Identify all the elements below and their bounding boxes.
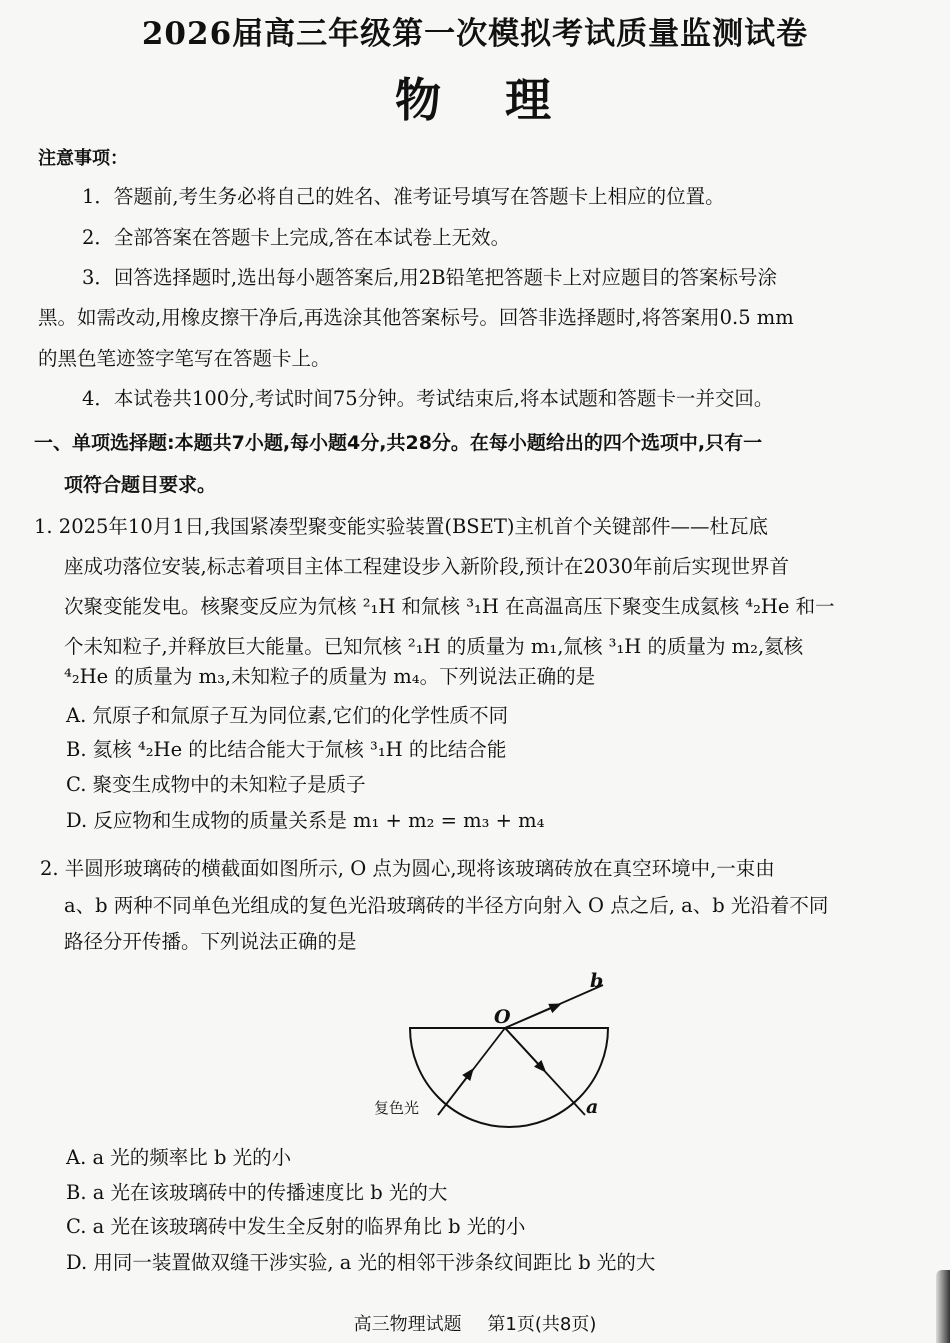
question-2-option-d: D. 用同一装置做双缝干涉实验, a 光的相邻干涉条纹间距比 b 光的大 (66, 1251, 656, 1274)
label-a: a (586, 1096, 599, 1118)
section-heading: 一、单项选择题:本题共7小题,每小题4分,共28分。在每小题给出的四个选项中,只有一 (34, 432, 763, 454)
question-1-option-b: B. 氦核 ⁴₂He 的比结合能大于氚核 ³₁H 的比结合能 (66, 738, 507, 761)
notice-item-3: 3．回答选择题时,选出每小题答案后,用2B铅笔把答题卡上对应题目的答案标号涂 (82, 266, 778, 289)
question-2-line-3: 路径分开传播。下列说法正确的是 (64, 930, 357, 953)
notice-item-1: 1．答题前,考生务必将自己的姓名、准考证号填写在答题卡上相应的位置。 (82, 185, 725, 208)
page-edge-shadow (936, 1270, 950, 1343)
notice-item-3-cont: 黑。如需改动,用橡皮擦干净后,再选涂其他答案标号。回答非选择题时,将答案用0.5 mm (38, 306, 794, 329)
question-2-option-a: A. a 光的频率比 b 光的小 (66, 1146, 292, 1169)
footer-page-number: 第1页(共8页) (487, 1314, 597, 1335)
question-2-option-b: B. a 光在该玻璃砖中的传播速度比 b 光的大 (66, 1181, 448, 1204)
label-o: O (494, 1006, 511, 1028)
question-1-line-2: 座成功落位安装,标志着项目主体工程建设步入新阶段,预计在2030年前后实现世界首 (64, 555, 790, 578)
label-b: b (590, 970, 604, 992)
notice-item-2: 2．全部答案在答题卡上完成,答在本试卷上无效。 (82, 226, 511, 249)
question-1-option-c: C. 聚变生成物中的未知粒子是质子 (66, 773, 366, 796)
notice-item-3-cont2: 的黑色笔迹签字笔写在答题卡上。 (38, 347, 331, 370)
question-1-line-4: 个未知粒子,并释放巨大能量。已知氘核 ²₁H 的质量为 m₁,氚核 ³₁H 的质量为 m₂,氦核 (64, 635, 804, 658)
question-1-option-a: A. 氘原子和氚原子互为同位素,它们的化学性质不同 (66, 704, 509, 727)
question-1-line-3: 次聚变能发电。核聚变反应为氘核 ²₁H 和氚核 ³₁H 在高温高压下聚变生成氦核 ⁴₂He 和一 (64, 595, 835, 618)
section-heading-cont: 项符合题目要求。 (64, 474, 217, 496)
page-footer (0, 1310, 950, 1336)
exam-title: 2026届高三年级第一次模拟考试质量监测试卷 (141, 16, 809, 52)
question-1-line-5: ⁴₂He 的质量为 m₃,未知粒子的质量为 m₄。下列说法正确的是 (64, 665, 596, 688)
question-1-option-d: D. 反应物和生成物的质量关系是 m₁ + m₂ = m₃ + m₄ (66, 809, 545, 832)
question-2-line-2: a、b 两种不同单色光组成的复色光沿玻璃砖的半径方向射入 O 点之后, a、b 光沿着不同 (64, 894, 829, 917)
label-incident: 复色光 (374, 1099, 420, 1117)
notice-item-4: 4．本试卷共100分,考试时间75分钟。考试结束后,将本试题和答题卡一并交回。 (82, 387, 774, 410)
question-2-line-1: 2. 半圆形玻璃砖的横截面如图所示, O 点为圆心,现将该玻璃砖放在真空环境中,一束由 (40, 857, 775, 880)
notice-heading: 注意事项： (38, 148, 128, 169)
glass-brick-diagram (360, 965, 640, 1135)
question-1-line-1: 1. 2025年10月1日,我国紧凑型聚变能实验装置(BSET)主机首个关键部件——杜瓦底 (34, 515, 768, 538)
question-2-option-c: C. a 光在该玻璃砖中发生全反射的临界角比 b 光的小 (66, 1215, 526, 1238)
footer-subject: 高三物理试题 (353, 1314, 462, 1335)
exam-subject: 物 理 (394, 73, 575, 127)
